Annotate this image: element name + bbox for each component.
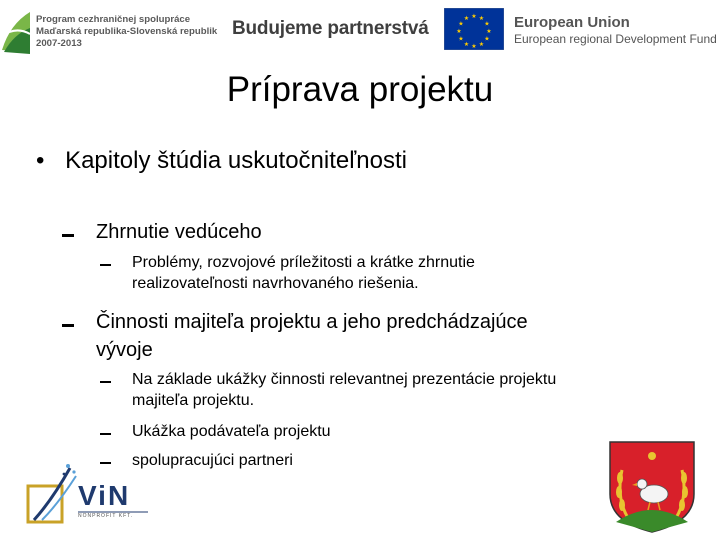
partners-slogan: Budujeme partnerstvá bbox=[232, 18, 429, 39]
municipal-coat-of-arms-icon bbox=[606, 438, 698, 534]
program-logo-line: Program cezhraničnej spolupráce bbox=[36, 14, 191, 25]
svg-text:★: ★ bbox=[478, 15, 485, 22]
svg-text:★: ★ bbox=[458, 20, 464, 28]
bullet-level3-line: realizovateľnosti navrhovaného riešenia. bbox=[132, 275, 419, 292]
svg-text:★: ★ bbox=[471, 43, 477, 50]
bullet-level1-text: Kapitoly štúdia uskutočniteľnosti bbox=[65, 147, 407, 174]
svg-text:★: ★ bbox=[463, 41, 470, 48]
dash-bullet-icon bbox=[62, 324, 74, 327]
svg-text:★: ★ bbox=[458, 35, 464, 43]
svg-text:★: ★ bbox=[484, 35, 490, 43]
bullet-level3-text bbox=[132, 252, 475, 294]
svg-text:★: ★ bbox=[471, 13, 477, 20]
bullet-level2-text bbox=[96, 308, 528, 364]
bullet-level3-text: Ukážka podávateľa projektu bbox=[132, 423, 331, 440]
bullet-level2-line: Činnosti majiteľa projektu a jeho predchádzajúce bbox=[96, 311, 528, 333]
vin-logo-name: ViN bbox=[78, 480, 131, 511]
slide-title: Príprava projektu bbox=[226, 70, 494, 109]
eu-logo-text bbox=[514, 14, 717, 46]
program-logo-text bbox=[36, 14, 217, 50]
bullet-level1 bbox=[36, 146, 407, 176]
eu-subtitle: European regional Development Fund bbox=[514, 32, 717, 46]
bullet-level3-line: Na základe ukážky činnosti relevantnej prezentácie projektu bbox=[132, 371, 557, 388]
dash-bullet-icon bbox=[62, 234, 74, 237]
svg-text:★: ★ bbox=[484, 20, 490, 28]
bullet-level2-line: vývoje bbox=[96, 339, 153, 361]
eu-title: European Union bbox=[514, 14, 630, 31]
vin-logo-subtitle: NONPROFIT KFT. bbox=[78, 513, 134, 519]
bullet-level3-line: Problémy, rozvojové príležitosti a krátke zhrnutie bbox=[132, 254, 475, 271]
bullet-level2-text: Zhrnutie vedúceho bbox=[96, 221, 262, 243]
dash-bullet-icon bbox=[100, 381, 111, 383]
bullet-level3-text bbox=[132, 369, 556, 411]
bullet-level3-line: majiteľa projektu. bbox=[132, 392, 255, 409]
dash-bullet-icon bbox=[100, 264, 111, 266]
svg-text:★: ★ bbox=[478, 41, 485, 48]
dash-bullet-icon bbox=[100, 433, 111, 435]
svg-text:★: ★ bbox=[456, 28, 462, 35]
program-logo-line: 2007-2013 bbox=[36, 38, 82, 49]
bullet-level3-text: spolupracujúci partneri bbox=[132, 452, 293, 469]
eu-flag-icon bbox=[444, 8, 504, 50]
bullet-marker: • bbox=[36, 147, 45, 174]
svg-text:★: ★ bbox=[486, 28, 492, 35]
program-logo-line: Maďarská republika-Slovenská republik bbox=[36, 26, 218, 37]
svg-text:★: ★ bbox=[463, 15, 470, 22]
